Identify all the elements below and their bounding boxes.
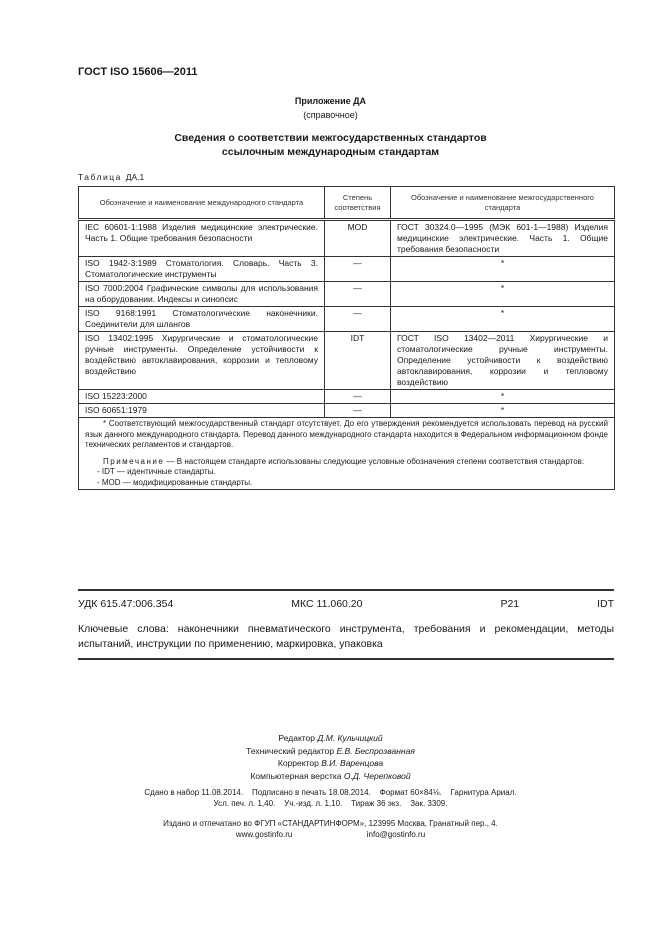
cell-intl: ISO 1942-3:1989 Стоматология. Словарь. Часть 3. Стоматологические инструменты <box>79 257 325 282</box>
keywords: Ключевые слова: наконечники пневматического инструмента, требования и рекомендации, методы испытаний, инструкции по применению, маркировка, упаковка <box>78 623 614 650</box>
note-item: - MOD — модифицированные стандарты. <box>97 477 253 487</box>
appendix-heading-line2: ссылочным международным стандартам <box>221 146 440 158</box>
table-row <box>79 390 615 404</box>
appendix-title: Приложение ДА <box>294 96 367 106</box>
cell-degree: MOD <box>325 220 391 257</box>
cell-intl: ISO 13402:1995 Хирургические и стоматологические ручные инструменты. Определение устойчивости к воздействию автоклавирования, коррозии и тепловому воздействию <box>79 332 325 390</box>
udk-code: УДК 615.47:006.354 <box>78 598 174 610</box>
conformity-degree: IDT <box>597 598 614 610</box>
note-label: Примечание <box>103 456 165 466</box>
table-row <box>79 332 615 390</box>
editor-name: Д.М. Кульчицкий <box>317 733 383 743</box>
classification-line <box>78 598 614 610</box>
tech-editor-label: Технический редактор <box>246 745 335 756</box>
corrector-name: В.И. Варенцова <box>321 758 384 768</box>
cell-national: ГОСТ ISO 13402—2011 Хирургические и стоматологические ручные инструменты. Определение устойчивости к воздействию автоклавирования, коррозии и тепловому воздействию <box>391 332 615 390</box>
publisher-line: Издано и отпечатано во ФГУП «СТАНДАРТИНФОРМ», 123995 Москва, Гранатный пер., 4. <box>163 819 498 828</box>
table-row <box>79 220 615 257</box>
credit-editor <box>0 732 661 745</box>
table-header-row <box>79 187 615 220</box>
layout-name: О.Д. Черепковой <box>343 770 411 781</box>
cell-national: * <box>391 257 615 282</box>
imprint-line2: Усл. печ. л. 1,40. Уч.-изд. л. 1,10. Тираж 36 экз. Зак. 3309. <box>213 799 448 808</box>
appendix-subtitle: (справочное) <box>303 110 358 120</box>
cell-national: * <box>391 390 615 404</box>
cell-national: * <box>391 307 615 332</box>
cell-national: * <box>391 404 615 418</box>
credit-layout <box>0 770 661 783</box>
tech-editor-name: Е.В. Беспрозванная <box>336 745 415 756</box>
cell-intl: ISO 7000:2004 Графические символы для использования на оборудовании. Индексы и синопсис <box>79 282 325 307</box>
table-caption <box>78 172 144 182</box>
credit-corrector <box>0 757 661 770</box>
table-row <box>79 282 615 307</box>
appendix-heading-line1: Сведения о соответствии межгосударственных стандартов <box>174 132 487 144</box>
cell-degree: — <box>325 307 391 332</box>
table-notes-row <box>79 418 615 490</box>
cell-intl: IEC 60601-1:1988 Изделия медицинские электрические. Часть 1. Общие требования безопасности <box>79 220 325 257</box>
header-national: Обозначение и наименование межгосударственного стандарта <box>391 187 615 220</box>
table-caption-word: Таблица <box>78 172 122 182</box>
cell-intl: ISO 9168:1991 Стоматологические наконечники. Соединители для шлангов <box>79 307 325 332</box>
publisher-email[interactable]: info@gostinfo.ru <box>366 830 426 839</box>
cell-degree: — <box>325 282 391 307</box>
table-notes <box>79 418 615 490</box>
document-code: ГОСТ ISO 15606—2011 <box>78 66 198 78</box>
cell-degree: — <box>325 390 391 404</box>
cell-national: ГОСТ 30324.0—1995 (МЭК 601-1—1988) Изделия медицинские электрические. Часть 1. Общие требования безопасности <box>391 220 615 257</box>
header-intl: Обозначение и наименование международного стандарта <box>79 187 325 220</box>
credits <box>0 732 661 782</box>
cell-degree: — <box>325 257 391 282</box>
layout-label: Компьютерная верстка <box>250 770 342 781</box>
note <box>85 457 608 468</box>
cell-degree: — <box>325 404 391 418</box>
mks-code: МКС 11.060.20 <box>291 598 363 610</box>
divider-bottom <box>78 658 614 660</box>
table-row <box>79 404 615 418</box>
note-item: - IDT — идентичные стандарты. <box>97 467 216 476</box>
cell-degree: IDT <box>325 332 391 390</box>
corrector-label: Корректор <box>277 758 319 768</box>
editor-label: Редактор <box>278 733 316 743</box>
publisher-contacts <box>0 829 661 840</box>
footnote: * Соответствующий межгосударственный стандарт отсутствует. До его утверждения рекомендуется использовать перевод на русский язык данного международного стандарта. Перевод данного международного стандарта находится в Федеральном информационном фонде технических регламентов и стандартов. <box>85 419 608 449</box>
credit-tech-editor <box>0 745 661 758</box>
imprint-line1: Сдано в набор 11.08.2014. Подписано в печать 18.08.2014. Формат 60×84⅛. Гарнитура Ариал. <box>144 788 517 797</box>
divider-top <box>78 589 614 591</box>
table-caption-number: ДА.1 <box>125 172 145 182</box>
table-row <box>79 257 615 282</box>
cell-intl: ISO 15223:2000 <box>79 390 325 404</box>
imprint <box>0 787 661 809</box>
cell-national: * <box>391 282 615 307</box>
standards-table <box>78 186 615 490</box>
header-degree: Степень соответствия <box>325 187 391 220</box>
appendix-heading <box>0 131 661 159</box>
publisher-site[interactable]: www.gostinfo.ru <box>235 830 293 839</box>
table-row <box>79 307 615 332</box>
note-text: — В настоящем стандарте использованы следующие условные обозначения степени соответствия стандартов: <box>166 456 585 466</box>
publisher <box>0 818 661 840</box>
cell-intl: ISO 60651:1979 <box>79 404 325 418</box>
classifier-code: Р21 <box>500 598 520 610</box>
